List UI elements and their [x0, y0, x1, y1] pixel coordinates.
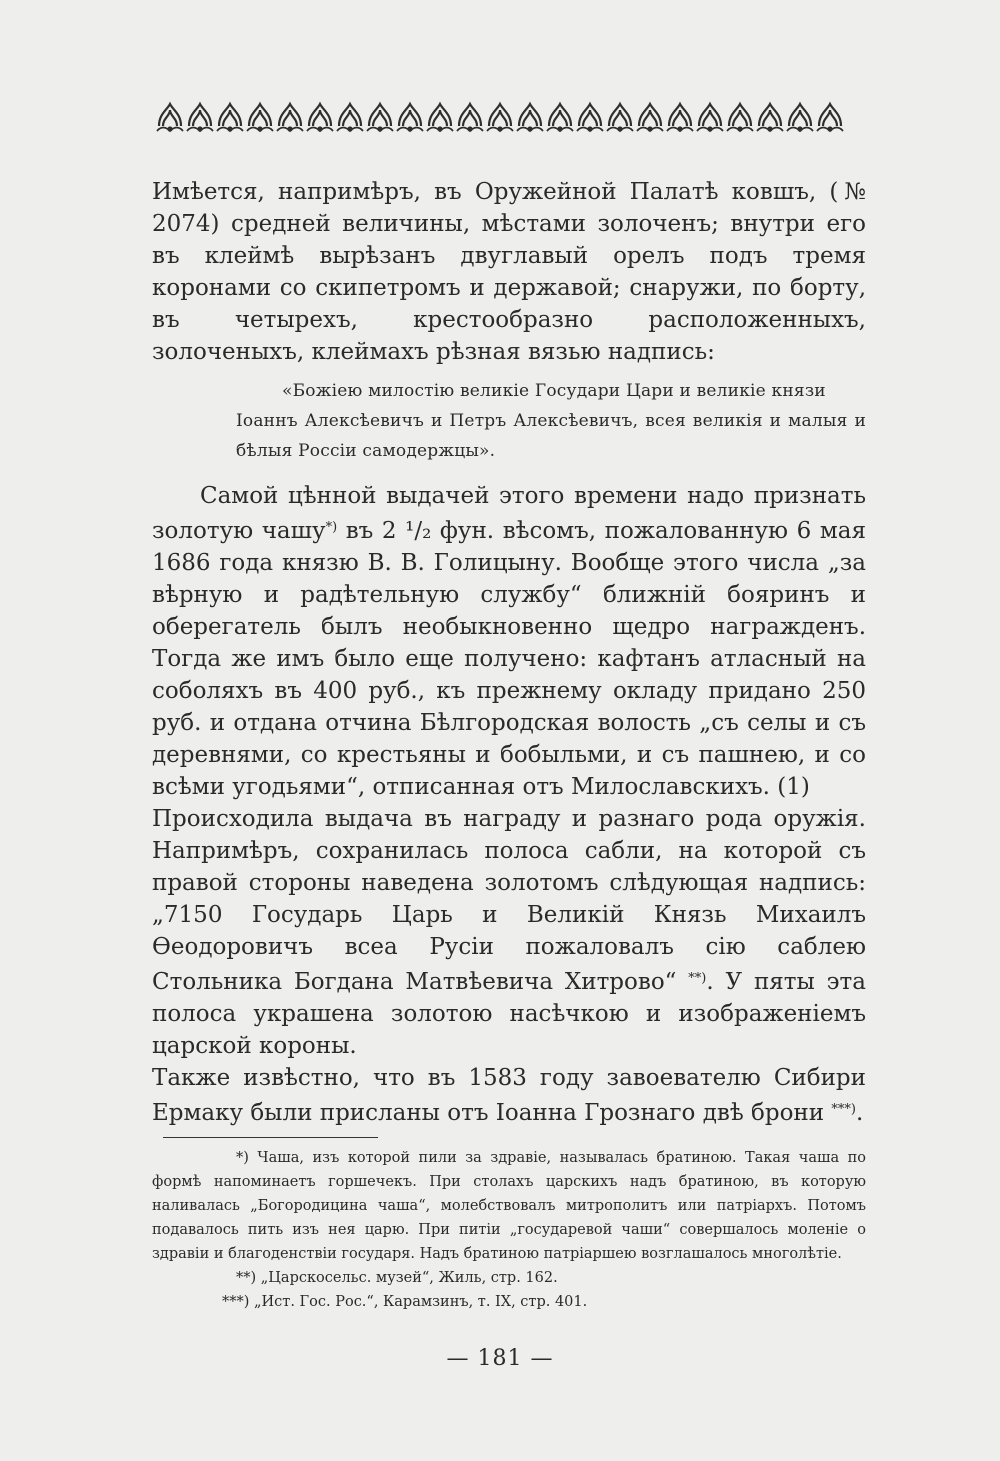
ornament-motif: [817, 104, 843, 132]
ornament-motif: [577, 104, 603, 132]
ornament-motif: [607, 104, 633, 132]
footnote-ref-3: ***): [831, 1102, 856, 1117]
paragraph-sablya-text-b: . У пяты эта полоса украшена золотою насѣчкою и изображенiемъ царской короны.: [152, 969, 866, 1059]
ornament-motif: [217, 104, 243, 132]
ornament-motif: [637, 104, 663, 132]
footnote-divider: [163, 1137, 378, 1138]
footnote-ref-1: *): [325, 520, 338, 535]
ornament-motif: [787, 104, 813, 132]
quote-inscription-line1: «Божiею милостiю великiе Государи Цари и великiе князи: [282, 381, 826, 401]
paragraph-ermak-text-a: Также извѣстно, что въ 1583 году завоевателю Сибири Ермаку были присланы отъ Iоанна Грознаго двѣ брони: [152, 1065, 866, 1126]
ornament-motif: [427, 104, 453, 132]
paragraph-ermak: [152, 1062, 866, 1129]
ornament-motif: [667, 104, 693, 132]
paragraph-kovsh: Имѣется, напримѣръ, въ Оружейной Палатѣ ковшъ, (№ 2074) средней величины, мѣстами золоченъ; внутри его въ клеймѣ вырѣзанъ двуглавый орелъ подъ тремя коронами со скипетромъ и державой; снаружи, по борту, въ четырехъ, крестообразно расположенныхъ, золоченыхъ, клеймахъ рѣзная вязью надпись:: [152, 179, 866, 365]
paragraph-chasha-text-a: Самой цѣнной выдачей этого времени надо признать золотую чашу: [152, 483, 866, 544]
ornament-motif: [367, 104, 393, 132]
paragraph-ermak-text-b: .: [855, 1100, 864, 1126]
paragraph-chasha-text-b: въ 2 ¹/₂ фун. вѣсомъ, пожалованную 6 мая 1686 года князю В. В. Голицыну. Вообще этого числа „за вѣрную и радѣтельную службу“ ближнiй бояринъ и оберегатель былъ необыкновенно щедро награжденъ. Тогда же имъ было еще получено: кафтанъ атласный на соболяхъ въ 400 руб., къ прежнему окладу придано 250 руб. и отдана отчина Бѣлгородская волость „съ селы и съ деревнями, со крестьяны и бобыльми, и съ пашнею, и со всѣми угодьями“, отписанная отъ Милославскихъ. (1): [152, 518, 866, 800]
ornament-motif: [457, 104, 483, 132]
ornament-motif: [697, 104, 723, 132]
footnotes: [152, 1146, 866, 1314]
ornament-motif: [247, 104, 273, 132]
footnote-ref-2: **): [688, 971, 707, 986]
main-text: [152, 176, 866, 1129]
page-number: — 181 —: [446, 1346, 554, 1371]
footnote-3: ***) „Ист. Гос. Рос.“, Карамзинъ, т. IX, стр. 401.: [222, 1294, 588, 1310]
quote-inscription-line2: Iоаннъ Алексѣевичъ и Петръ Алексѣевичъ, всея великiя и малыя и бѣлыя Россiи самодержцы».: [236, 411, 866, 461]
paragraph-sablya-text-a: Происходила выдача въ награду и разнаго рода оружiя. Напримѣръ, сохранилась полоса сабли, на которой съ правой стороны наведена золотомъ слѣдующая надпись: „7150 Государь Царь и Великiй Князь Михаилъ Ѳеодоровичъ всеа Русiи пожаловалъ сiю саблею Стольника Богдана Матвѣевича Хитрово“: [152, 806, 866, 995]
paragraph-chasha: [152, 480, 866, 803]
paragraph-sablya: [152, 803, 866, 1062]
ornament-motif: [487, 104, 513, 132]
ornament-motif: [547, 104, 573, 132]
ornament-motif: [187, 104, 213, 132]
header-ornament: [155, 100, 863, 134]
ornament-motif: [397, 104, 423, 132]
ornament-motif: [307, 104, 333, 132]
footnote-1: *) Чаша, изъ которой пили за здравiе, называлась братиною. Такая чаша по формѣ напоминаетъ горшечекъ. При столахъ царскихъ надъ братиною, въ которую наливалась „Богородицина чаша“, молебствовалъ митрополитъ или патрiархъ. Потомъ подавалось пить изъ нея царю. При питiи „государевой чаши“ совершалось моленiе о здравiи и благоденствiи государя. Надъ братиною патрiаршею возглашалось многолѣтiе.: [152, 1150, 866, 1262]
ornament-motif: [157, 104, 183, 132]
ornament-motif: [517, 104, 543, 132]
ornament-motif: [727, 104, 753, 132]
ornament-motif: [757, 104, 783, 132]
ornament-motif: [277, 104, 303, 132]
footnote-2: **) „Царскосельс. музей“, Жиль, стр. 162.: [236, 1270, 558, 1286]
ornament-motif: [337, 104, 363, 132]
